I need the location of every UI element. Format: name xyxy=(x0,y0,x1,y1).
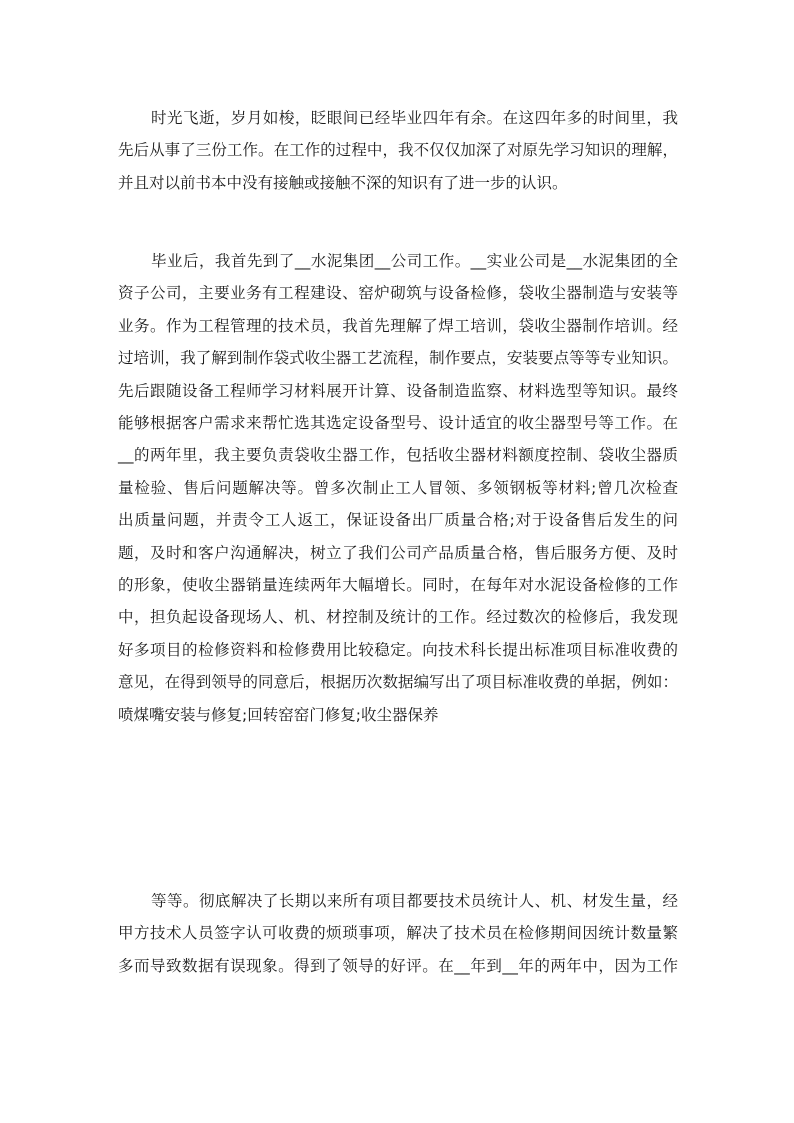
paragraph-line: 的形象，使收尘器销量连续两年大幅增长。同时，在每年对水泥设备检修的工作 xyxy=(118,576,678,595)
paragraph-line: 能够根据客户需求来帮忙选其选定设备型号、设计适宜的收尘器型号等工作。在 xyxy=(118,414,678,433)
paragraph-line: 时光飞逝，岁月如梭，眨眼间已经毕业四年有余。在这四年多的时间里，我 xyxy=(151,109,678,127)
paragraph-line: 等等。彻底解决了长期以来所有项目都要技术员统计人、机、材发生量，经 xyxy=(151,892,678,910)
paragraph-line: 资子公司，主要业务有工程建设、窑炉砌筑与设备检修，袋收尘器制造与安装等 xyxy=(118,284,678,303)
paragraph-line: 意见，在得到领导的同意后，根据历次数据编写出了项目标准收费的单据，例如： xyxy=(118,673,678,692)
paragraph-line: 毕业后，我首先到了__水泥集团__公司工作。__实业公司是__水泥集团的全 xyxy=(151,252,678,270)
paragraph-line: 先后跟随设备工程师学习材料展开计算、设备制造监察、材料选型等知识。最终 xyxy=(118,381,678,400)
paragraph-2 xyxy=(118,245,678,731)
paragraph-line: 过培训，我了解到制作袋式收尘器工艺流程，制作要点，安装要点等等专业知识。 xyxy=(118,349,678,368)
paragraph-line: 中，担负起设备现场人、机、材控制及统计的工作。经过数次的检修后，我发现 xyxy=(118,608,678,627)
paragraph-line: 先后从事了三份工作。在工作的过程中，我不仅仅加深了对原先学习知识的理解， xyxy=(118,141,678,160)
paragraph-line: 并且对以前书本中没有接触或接触不深的知识有了进一步的认识。 xyxy=(118,173,568,192)
paragraph-line: 喷煤嘴安装与修复;回转窑窑门修复;收尘器保养 xyxy=(118,705,439,724)
paragraph-line: 多而导致数据有误现象。得到了领导的好评。在__年到__年的两年中，因为工作 xyxy=(118,956,678,975)
paragraph-line: 题，及时和客户沟通解决，树立了我们公司产品质量合格，售后服务方便、及时 xyxy=(118,543,678,562)
paragraph-line: 量检验、售后问题解决等。曾多次制止工人冒领、多领钢板等材料;曾几次检查 xyxy=(118,478,678,497)
paragraph-line: __的两年里，我主要负责袋收尘器工作，包括收尘器材料额度控制、袋收尘器质 xyxy=(118,446,678,465)
paragraph-line: 业务。作为工程管理的技术员，我首先理解了焊工培训，袋收尘器制作培训。经 xyxy=(118,316,678,335)
paragraph-line: 好多项目的检修资料和检修费用比较稳定。向技术科长提出标准项目标准收费的 xyxy=(118,640,678,659)
paragraph-3 xyxy=(118,885,678,982)
paragraph-line: 甲方技术人员签字认可收费的烦琐事项，解决了技术员在检修期间因统计数量繁 xyxy=(118,924,678,943)
paragraph-line: 出质量问题，并责令工人返工，保证设备出厂质量合格;对于设备售后发生的问 xyxy=(118,511,678,530)
paragraph-1 xyxy=(118,102,678,199)
